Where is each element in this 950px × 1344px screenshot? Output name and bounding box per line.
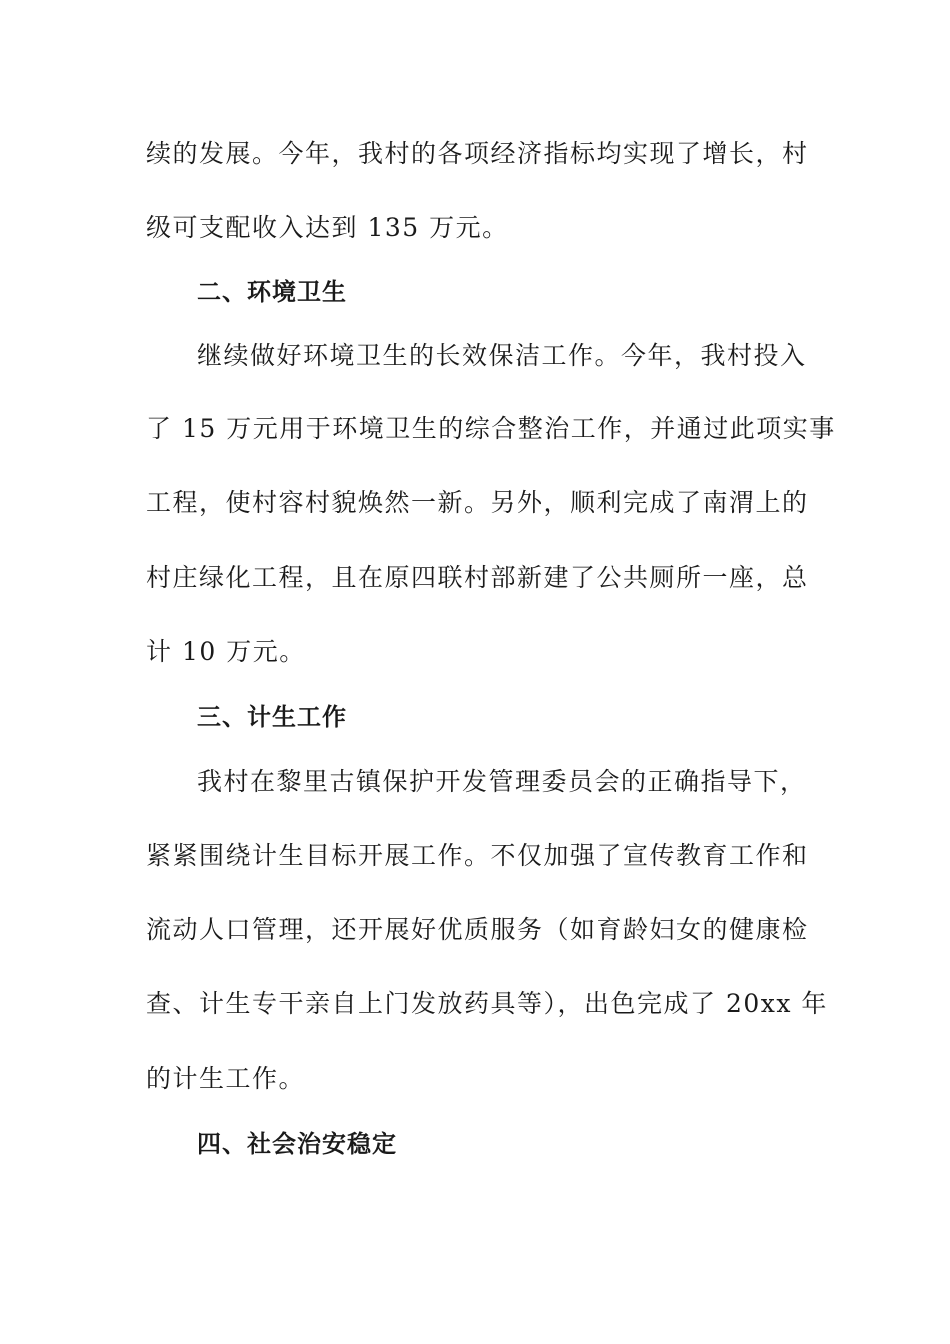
paragraph-line: 工程，使村容村貌焕然一新。另外，顺利完成了南渭上的 (146, 488, 809, 517)
paragraph-line: 继续做好环境卫生的长效保洁工作。今年，我村投入 (197, 341, 807, 370)
paragraph-line: 查、计生专干亲自上门发放药具等），出色完成了 20xx 年 (146, 989, 828, 1018)
paragraph-line: 流动人口管理，还开展好优质服务（如育龄妇女的健康检 (146, 915, 809, 944)
paragraph-line: 紧紧围绕计生目标开展工作。不仅加强了宣传教育工作和 (146, 841, 809, 870)
paragraph-line: 计 10 万元。 (146, 637, 306, 666)
paragraph-line: 村庄绿化工程，且在原四联村部新建了公共厕所一座，总 (146, 563, 809, 592)
paragraph-line: 的计生工作。 (146, 1064, 306, 1093)
paragraph-line: 了 15 万元用于环境卫生的综合整治工作，并通过此项实事 (146, 414, 836, 443)
paragraph-line: 续的发展。今年，我村的各项经济指标均实现了增长，村 (146, 139, 809, 168)
section-heading: 四、社会治安稳定 (197, 1130, 397, 1158)
section-heading: 三、计生工作 (197, 703, 347, 731)
paragraph-line: 我村在黎里古镇保护开发管理委员会的正确指导下， (197, 767, 807, 796)
section-heading: 二、环境卫生 (197, 278, 347, 306)
paragraph-line: 级可支配收入达到 135 万元。 (146, 213, 509, 242)
